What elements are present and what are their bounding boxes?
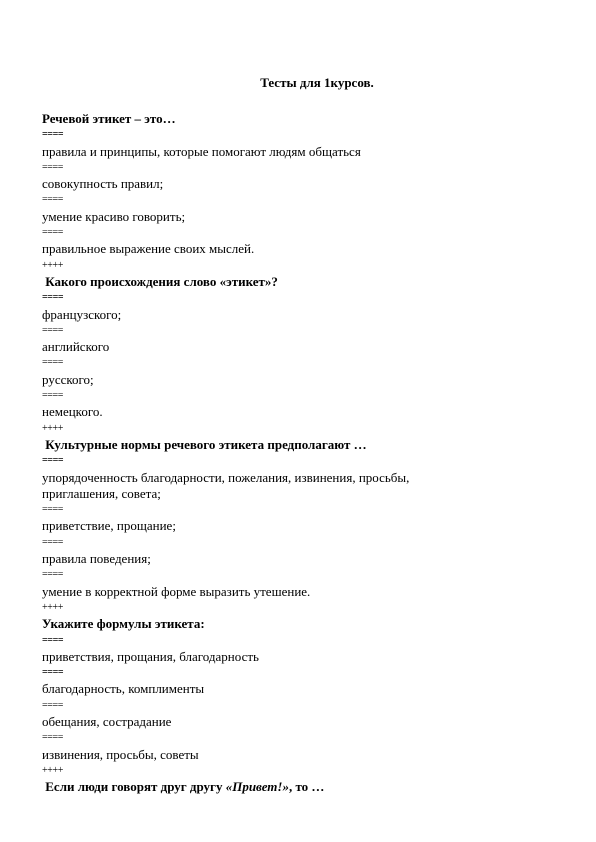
answer-option: приветствие, прощание; [42, 518, 176, 534]
question-text [42, 779, 562, 795]
answer-separator: ==== [42, 455, 64, 467]
question-separator: ++++ [42, 422, 63, 434]
answer-option: правила и принципы, которые помогают людям общаться [42, 143, 361, 159]
page-title: Тесты для 1курсов. [260, 75, 374, 90]
test-content [42, 111, 562, 795]
answer-separator: ==== [42, 732, 63, 744]
answer-option: приветствия, прощания, благодарность [42, 648, 259, 664]
answer-option: французского; [42, 306, 122, 322]
question-separator: ++++ [42, 764, 63, 776]
answer-separator: ==== [42, 699, 63, 711]
answer-separator: ==== [42, 292, 64, 304]
question-text [42, 274, 562, 290]
question-text-content: Какого происхождения слово «этикет»? [45, 273, 278, 289]
answer-separator: ==== [42, 390, 63, 402]
answer-separator: ==== [42, 569, 63, 581]
answer-separator: ==== [42, 536, 63, 548]
answer-separator: ==== [42, 667, 64, 679]
answer-separator: ==== [42, 357, 63, 369]
answer-option: совокупность правил; [42, 176, 164, 192]
answer-option: правила поведения; [42, 551, 151, 567]
question-text [42, 437, 562, 453]
answer-separator: ==== [42, 194, 63, 206]
answer-option: умение в корректной форме выразить утешение. [42, 583, 311, 599]
answer-option: извинения, просьбы, советы [42, 746, 199, 762]
question-separator: ++++ [42, 259, 63, 271]
answer-option: обещания, сострадание [42, 713, 172, 729]
question-separator: ++++ [42, 601, 63, 613]
answer-separator: ==== [42, 634, 64, 646]
answer-separator: ==== [42, 324, 63, 336]
question-text-part1: Если люди говорят друг другу [45, 779, 226, 795]
answer-option: английского [42, 339, 110, 355]
question-text-part3: , то … [288, 779, 325, 795]
answer-separator: ==== [42, 504, 63, 516]
question-text-content: Культурные нормы речевого этикета предполагают … [45, 436, 367, 452]
question-text: Речевой этикет – это… [42, 111, 176, 126]
answer-option: умение красиво говорить; [42, 208, 186, 224]
answer-option: благодарность, комплименты [42, 681, 205, 697]
question-text: Укажите формулы этикета: [42, 616, 205, 632]
answer-option: немецкого. [42, 404, 103, 420]
answer-option: русского; [42, 371, 94, 387]
answer-option: упорядоченность благодарности, пожелания, извинения, просьбы, приглашения, совета; [42, 469, 410, 501]
answer-separator: ==== [42, 129, 64, 141]
question-text-quote: «Привет!» [225, 779, 289, 795]
answer-separator: ==== [42, 161, 63, 173]
answer-separator: ==== [42, 227, 63, 239]
answer-option: правильное выражение своих мыслей. [42, 241, 255, 257]
